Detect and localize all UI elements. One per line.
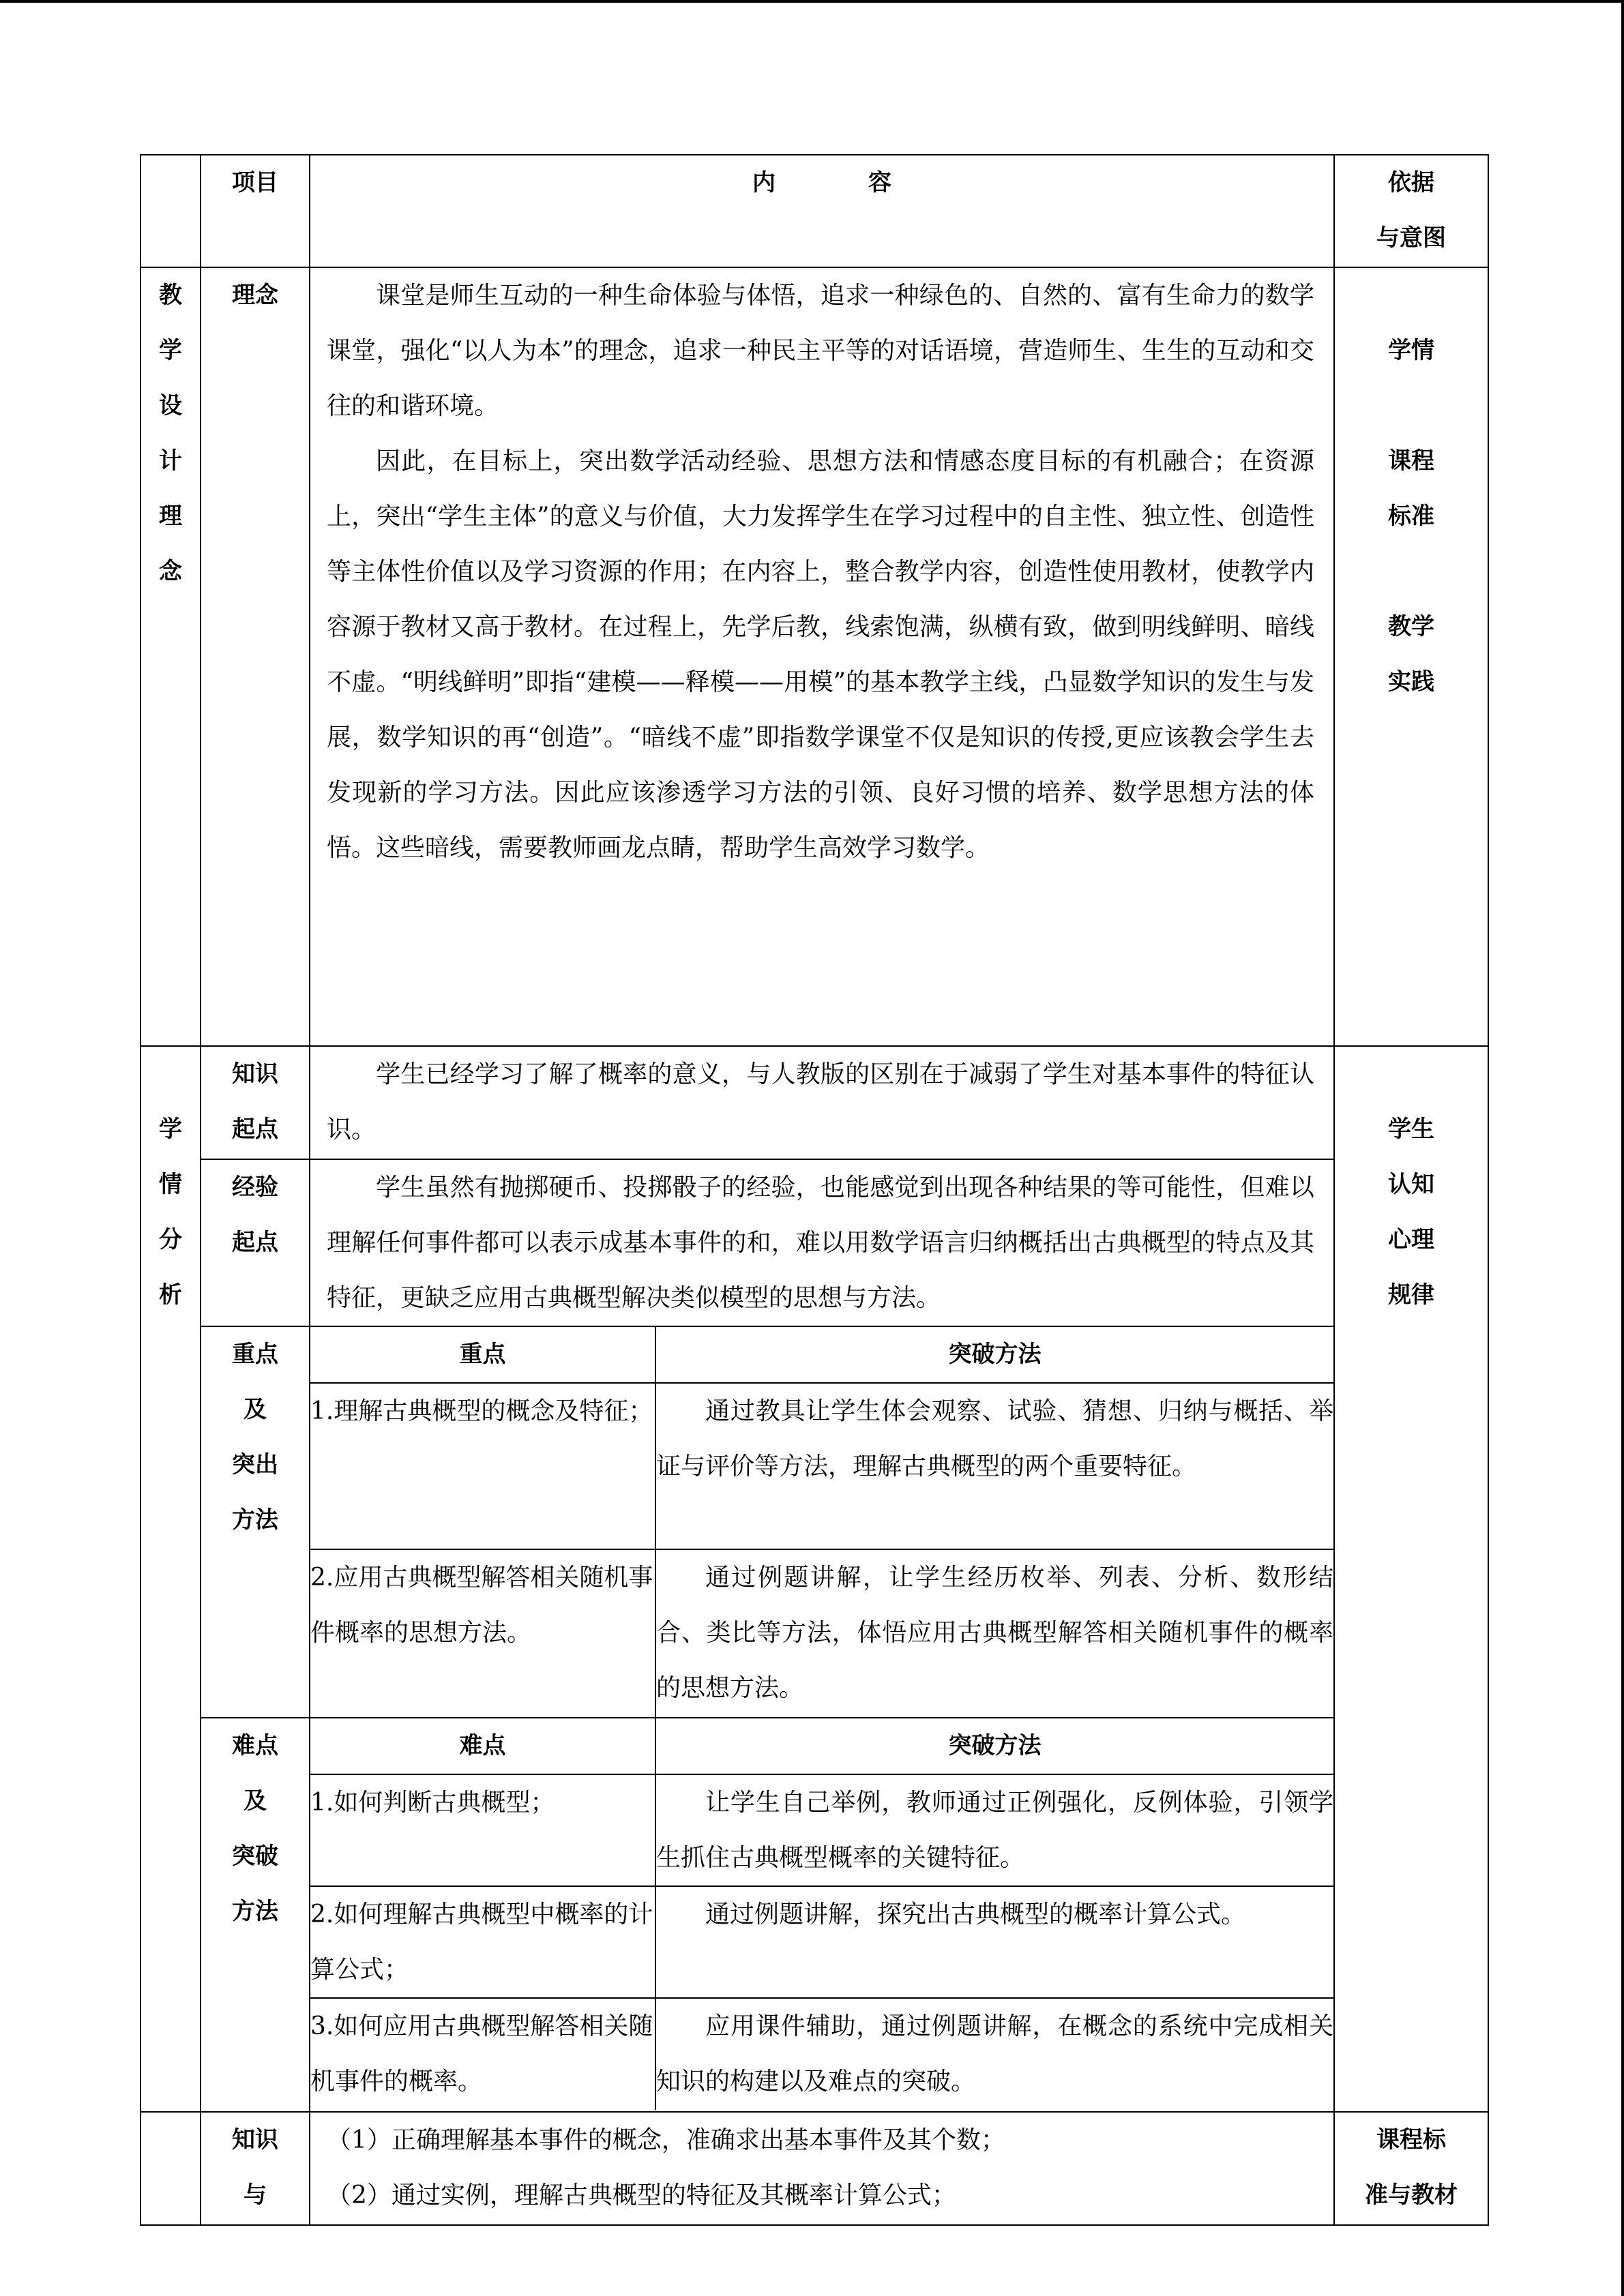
table-header-row	[141, 155, 1488, 267]
key-method-1: 通过教具让学生体会观察、试验、猜想、归纳与概括、举证与评价等方法，理解古典概型的两个重要特征。	[655, 1383, 1333, 1549]
table-row	[310, 1998, 1333, 2110]
header-basis-line1: 依据	[1388, 169, 1434, 196]
item-text: 知识	[232, 2126, 278, 2153]
basis-text: 准与教材	[1365, 2181, 1458, 2209]
item-text: 方法	[232, 1506, 278, 1534]
knowledge-start-item	[201, 1046, 310, 1159]
table-row	[310, 1383, 1333, 1549]
header-content: 内 容	[310, 155, 1334, 267]
experience-start-text: 学生虽然有抛掷硬币、投掷骰子的经验，也能感觉到出现各种结果的等可能性，但难以理解任何事件都可以表示成基本事件的和，难以用数学语言归纳概括出古典概型的特点及其特征，更缺乏应用古典概型解决类似模型的思想与方法。	[327, 1174, 1314, 1312]
difficult-points-item	[201, 1718, 310, 2112]
header-blank-cell	[141, 155, 201, 267]
goals-item	[201, 2112, 310, 2225]
label-char: 设	[159, 392, 182, 419]
item-text: 与	[243, 2181, 267, 2209]
key-points-table	[310, 1327, 1333, 1717]
experience-start-item	[201, 1159, 310, 1326]
goals-basis	[1334, 2112, 1488, 2225]
label-char: 析	[159, 1281, 182, 1309]
key-points-header	[310, 1327, 1333, 1383]
item-text: 难点	[232, 1732, 278, 1759]
basis-text: 实践	[1388, 668, 1434, 696]
label-char: 学	[159, 1116, 182, 1143]
basis-text: 标准	[1388, 503, 1434, 530]
label-char: 念	[159, 558, 182, 585]
page-top-border	[0, 0, 1624, 3]
diff-method-3: 应用课件辅助，通过例题讲解，在概念的系统中完成相关知识的构建以及难点的突破。	[656, 2012, 1333, 2096]
label-char: 理	[159, 503, 182, 530]
goal-line-2: （2）通过实例，理解古典概型的特征及其概率计算公式；	[327, 2181, 956, 2209]
item-text: 重点	[232, 1341, 278, 1368]
item-text: 起点	[232, 1116, 278, 1143]
analysis-basis	[1334, 1046, 1488, 2112]
header-basis	[1334, 155, 1488, 267]
label-char: 计	[159, 447, 182, 475]
analysis-section-label	[141, 1046, 201, 2112]
key-method-2: 通过例题讲解，让学生经历枚举、列表、分析、数形结合、类比等方法，体悟应用古典概型解答相关随机事件的概率的思想方法。	[656, 1564, 1333, 1702]
design-paragraph-1: 课堂是师生互动的一种生命体验与体悟，追求一种绿色的、自然的、富有生命力的数学课堂，强化“以人为本”的理念，追求一种民主平等的对话语境，营造师生、生生的互动和交往的和谐环境。	[327, 282, 1314, 420]
diff-point-3: 3.如何应用古典概型解答相关随机事件的概率。	[310, 1998, 655, 2110]
item-text: 突破	[232, 1843, 278, 1870]
goal-line-1: （1）正确理解基本事件的概念，准确求出基本事件及其个数；	[327, 2126, 1005, 2154]
label-char: 教	[159, 282, 182, 309]
basis-text: 学情	[1388, 337, 1434, 364]
difficult-points-table	[310, 1718, 1333, 2110]
basis-text: 课程	[1388, 447, 1434, 475]
key-points-content	[310, 1326, 1334, 1718]
key-header-right: 突破方法	[655, 1327, 1333, 1383]
knowledge-start-content	[310, 1046, 1334, 1159]
key-points-item	[201, 1326, 310, 1718]
label-char: 情	[159, 1171, 182, 1198]
knowledge-start-row	[141, 1046, 1488, 1159]
experience-start-row	[141, 1159, 1488, 1326]
knowledge-start-text: 学生已经学习了解了概率的意义，与人教版的区别在于减弱了学生对基本事件的特征认识。	[327, 1060, 1314, 1144]
basis-text: 课程标	[1376, 2126, 1446, 2153]
item-text: 起点	[232, 1229, 278, 1256]
key-header-left: 重点	[310, 1327, 655, 1383]
diff-header-right: 突破方法	[655, 1718, 1333, 1774]
design-content	[310, 267, 1334, 1046]
basis-text: 规律	[1388, 1281, 1434, 1309]
key-point-2: 2.应用古典概型解答相关随机事件概率的思想方法。	[310, 1549, 655, 1717]
basis-text: 学生	[1388, 1116, 1434, 1143]
header-basis-line2: 与意图	[1376, 224, 1446, 252]
difficult-points-header	[310, 1718, 1333, 1774]
goals-content	[310, 2112, 1334, 2225]
page-right-border	[1621, 0, 1624, 2296]
item-text: 经验	[232, 1174, 278, 1201]
goals-label-blank	[141, 2112, 201, 2225]
design-section-label	[141, 267, 201, 1046]
key-point-1: 1.理解古典概型的概念及特征；	[310, 1383, 655, 1549]
design-item: 理念	[201, 267, 310, 1046]
goals-row	[141, 2112, 1488, 2225]
diff-point-2: 2.如何理解古典概型中概率的计算公式；	[310, 1886, 655, 1998]
table-row	[310, 1549, 1333, 1717]
basis-text: 认知	[1388, 1171, 1434, 1198]
experience-start-content	[310, 1159, 1334, 1326]
diff-header-left: 难点	[310, 1718, 655, 1774]
diff-method-1: 让学生自己举例，教师通过正例强化，反例体验，引领学生抓住古典概型概率的关键特征。	[655, 1774, 1333, 1886]
diff-point-1: 1.如何判断古典概型；	[310, 1774, 655, 1886]
item-text: 及	[243, 1396, 267, 1423]
design-paragraph-2: 因此，在目标上，突出数学活动经验、思想方法和情感态度目标的有机融合；在资源上，突出“学生主体”的意义与价值，大力发挥学生在学习过程中的自主性、独立性、创造性等主体性价值以及学习资源的作用；在内容上，整合教学内容，创造性使用教材，使教学内容源于教材又高于教材。在过程上，先学后教，线索饱满，纵横有致，做到明线鲜明、暗线不虚。“明线鲜明”即指“建模——释模——用模”的基本教学主线，凸显数学知识的发生与发展，数学知识的再“创造”。“暗线不虚”即指数学课堂不仅是知识的传授,更应该教会学生去发现新的学习方法。因此应该渗透学习方法的引领、良好习惯的培养、数学思想方法的体悟。这些暗线，需要教师画龙点睛，帮助学生高效学习数学。	[327, 447, 1314, 862]
label-char: 学	[159, 337, 182, 364]
lesson-plan-table	[140, 154, 1489, 2226]
item-text: 及	[243, 1787, 267, 1815]
item-text: 知识	[232, 1060, 278, 1088]
item-text: 方法	[232, 1898, 278, 1925]
diff-method-2: 通过例题讲解，探究出古典概型的概率计算公式。	[655, 1886, 1333, 1998]
basis-text: 教学	[1388, 613, 1434, 640]
item-text: 突出	[232, 1451, 278, 1478]
difficult-points-content	[310, 1718, 1334, 2112]
label-char: 分	[159, 1226, 182, 1253]
header-item: 项目	[201, 155, 310, 267]
key-points-row	[141, 1326, 1488, 1718]
design-basis	[1334, 267, 1488, 1046]
table-row	[310, 1886, 1333, 1998]
difficult-points-row	[141, 1718, 1488, 2112]
basis-text: 心理	[1388, 1226, 1434, 1253]
table-row	[310, 1774, 1333, 1886]
design-section-row	[141, 267, 1488, 1046]
